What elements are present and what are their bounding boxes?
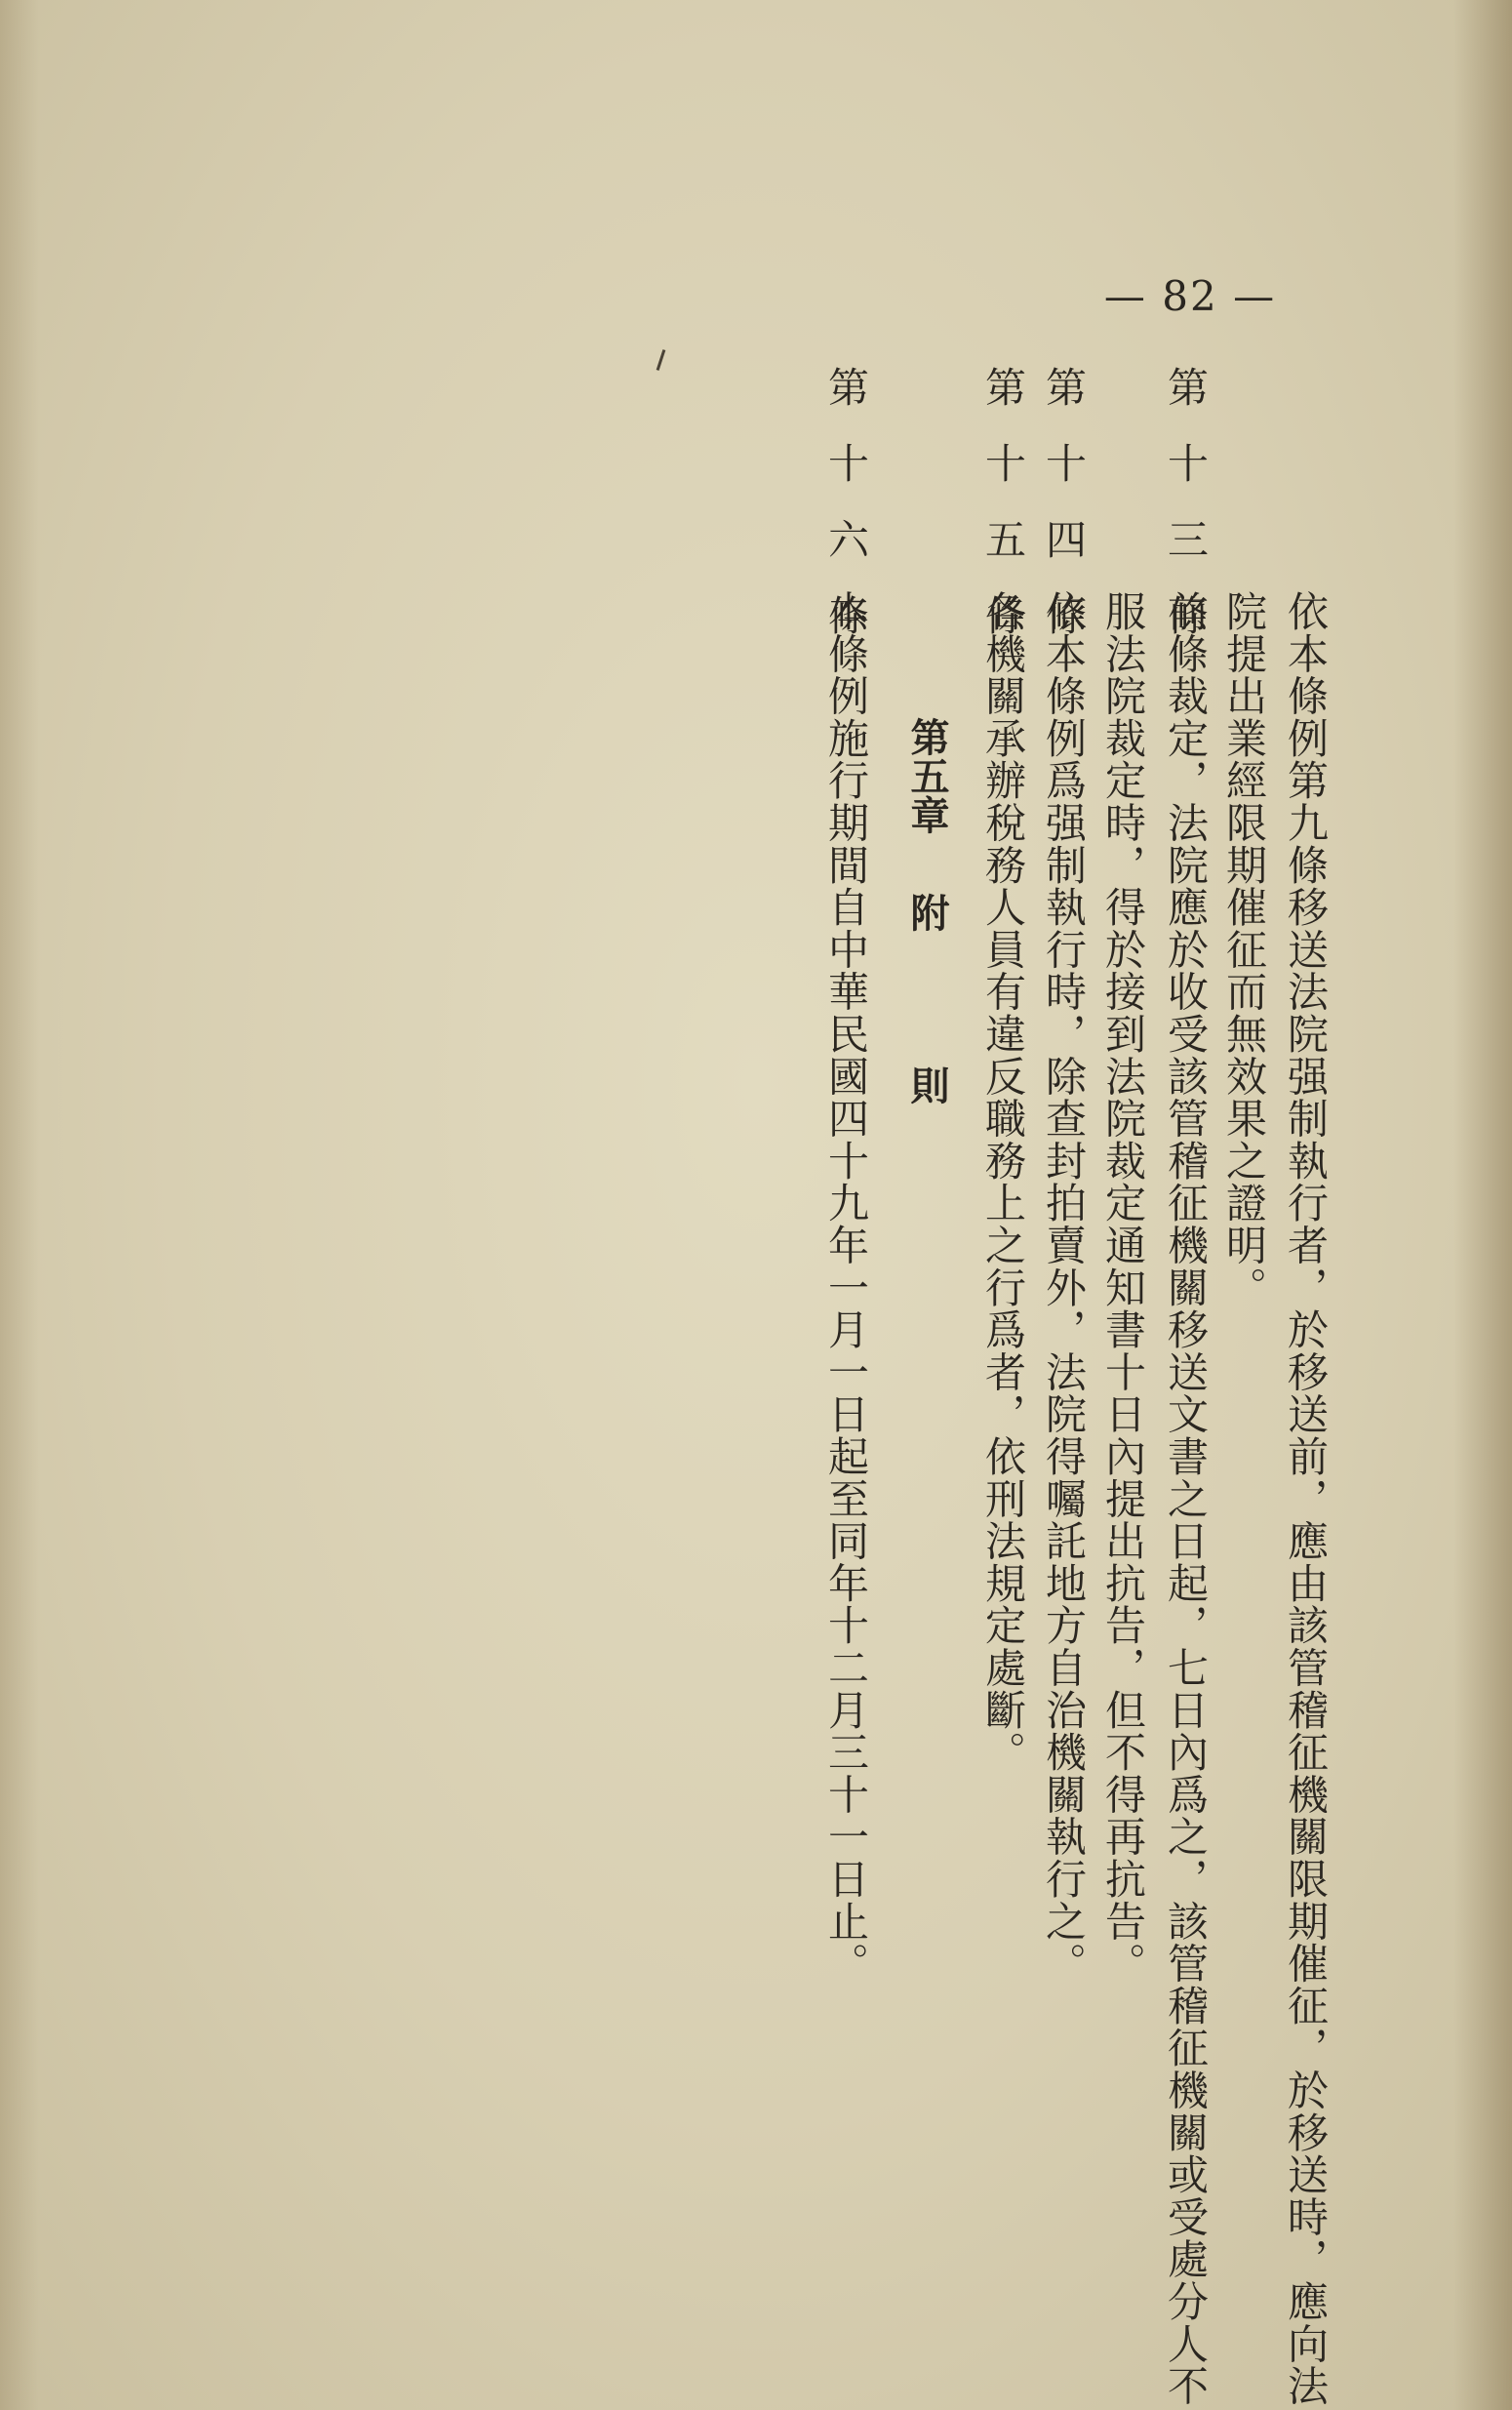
chapter-title: 第五章 [904,717,949,834]
chapter-subtitle-appendix: 附 [904,893,949,932]
article-15-text: 各機關承辦稅務人員有違反職務上之行爲者，依刑法規定處斷。 [979,590,1027,1774]
page-edge-right-shadow [1453,0,1512,2410]
article-16-label: 第十六條 [822,366,870,670]
body-line-2: 院提出業經限期催征而無效果之證明。 [1220,590,1268,1309]
page-number: — 82 — [1103,272,1277,320]
body-line-4: 服法院裁定時，得於接到法院裁定通知書十日內提出抗告，但不得再抗告。 [1099,590,1147,1985]
body-line-3: 前條裁定，法院應於收受該管稽征機關移送文書之日起，七日內爲之，該管稽征機關或受處分人不 [1162,590,1210,2407]
article-14-text: 依本條例爲强制執行時，除查封拍賣外，法院得囑託地方自治機關執行之。 [1040,590,1088,1985]
article-13-label: 第十三條 [1162,366,1210,670]
chapter-subtitle-rules: 則 [904,1065,949,1105]
article-16-text: 本條例施行期間自中華民國四十九年一月一日起至同年十二月三十一日止。 [822,590,870,1985]
body-line-1: 依本條例第九條移送法院强制執行者，於移送前，應由該管稽征機關限期催征，於移送時，應向法 [1282,590,1330,2407]
stray-ink-mark [657,349,666,371]
article-15-label: 第十五條 [979,366,1027,670]
page-edge-left-shadow [0,0,39,2410]
article-14-label: 第十四條 [1040,366,1088,670]
